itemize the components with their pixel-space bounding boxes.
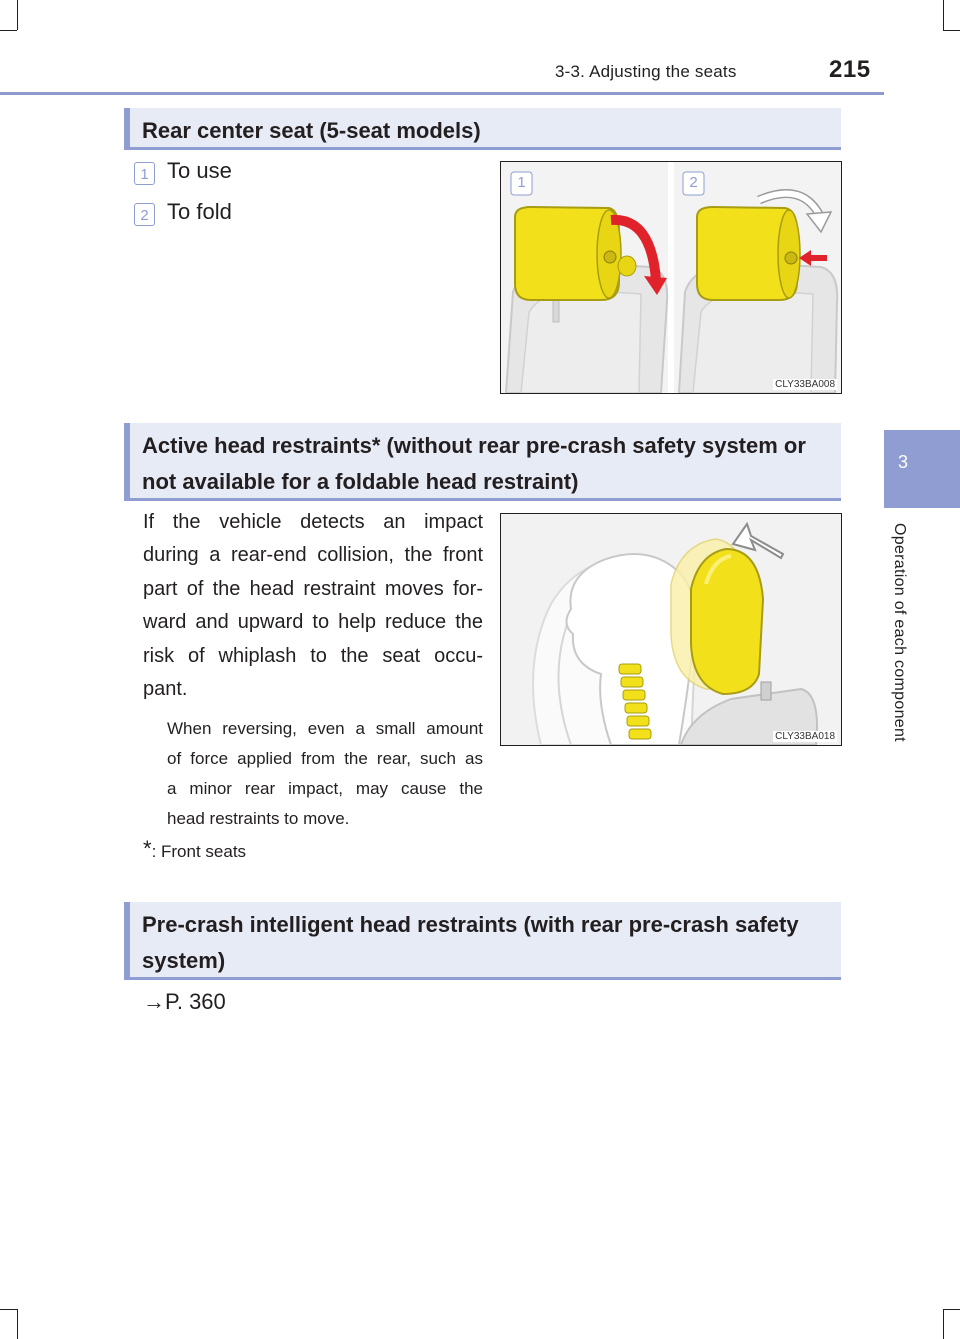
crop-mark-top-left-h xyxy=(0,30,17,31)
footnote-text: : Front seats xyxy=(151,842,247,861)
figure-rear-center-head-restraint xyxy=(500,161,842,394)
crop-mark-bottom-right-v xyxy=(943,1309,944,1339)
crop-mark-top-right-h xyxy=(943,30,960,31)
section-heading-line-2: system) xyxy=(142,948,226,973)
section-heading-active-head-restraints xyxy=(124,423,841,501)
description-line-1: If the vehicle detects an impact xyxy=(143,511,483,533)
description-line-6: pant. xyxy=(143,678,188,701)
active-head-restraint-description xyxy=(143,506,483,706)
figure-code: CLY33BA008 xyxy=(775,379,835,390)
section-heading-rear-center-seat xyxy=(124,108,841,150)
page-number: 215 xyxy=(829,56,871,83)
item-label-to-use: To use xyxy=(167,158,232,183)
figure-callout-2: 2 xyxy=(689,174,698,191)
figure-code: CLY33BA018 xyxy=(775,731,835,742)
reversing-note xyxy=(167,714,483,834)
note-line-2: of force applied from the rear, such as xyxy=(167,749,483,768)
section-heading-line-2: not available for a foldable head restraint) xyxy=(142,469,579,494)
note-line-1: When reversing, even a small amount xyxy=(167,719,483,738)
item-label-to-fold: To fold xyxy=(167,199,232,224)
chapter-title: Operation of each component xyxy=(891,523,908,742)
item-number-1: 1 xyxy=(134,162,155,185)
footnote-mark: * xyxy=(143,836,152,861)
chapter-number: 3 xyxy=(897,452,908,472)
note-line-4: head restraints to move. xyxy=(167,809,350,828)
description-line-4: ward and upward to help reduce the xyxy=(143,611,483,634)
crop-mark-top-left-v xyxy=(17,0,18,30)
note-line-3: a minor rear impact, may cause the xyxy=(167,779,483,798)
footnote xyxy=(143,836,247,868)
figure-callout-1: 1 xyxy=(517,174,526,191)
page-reference-link[interactable]: →P. 360 xyxy=(143,989,226,1014)
crop-mark-top-right-v xyxy=(943,0,944,30)
figure-active-head-restraint xyxy=(500,513,842,746)
header-rule xyxy=(0,92,884,95)
description-line-2: during a rear-end collision, the front xyxy=(143,544,483,567)
item-number-2: 2 xyxy=(134,203,155,226)
section-heading-text: Rear center seat (5-seat models) xyxy=(142,118,481,143)
head-restraint-illustration xyxy=(501,162,841,393)
section-heading-line-1: Pre-crash intelligent head restraints (with rear pre-crash safety xyxy=(142,912,799,937)
crop-mark-bottom-left-h xyxy=(0,1309,17,1310)
crop-mark-bottom-right-h xyxy=(943,1309,960,1310)
crop-mark-bottom-left-v xyxy=(17,1309,18,1339)
running-header-section: 3-3. Adjusting the seats xyxy=(555,62,737,81)
whiplash-illustration xyxy=(501,514,841,745)
section-heading-line-1: Active head restraints* (without rear pre-crash safety system or xyxy=(142,433,806,458)
section-heading-pre-crash-intelligent-head-restraints xyxy=(124,902,841,980)
description-line-5: risk of whiplash to the seat occu- xyxy=(143,644,483,667)
description-line-3: part of the head restraint moves for- xyxy=(143,577,483,600)
